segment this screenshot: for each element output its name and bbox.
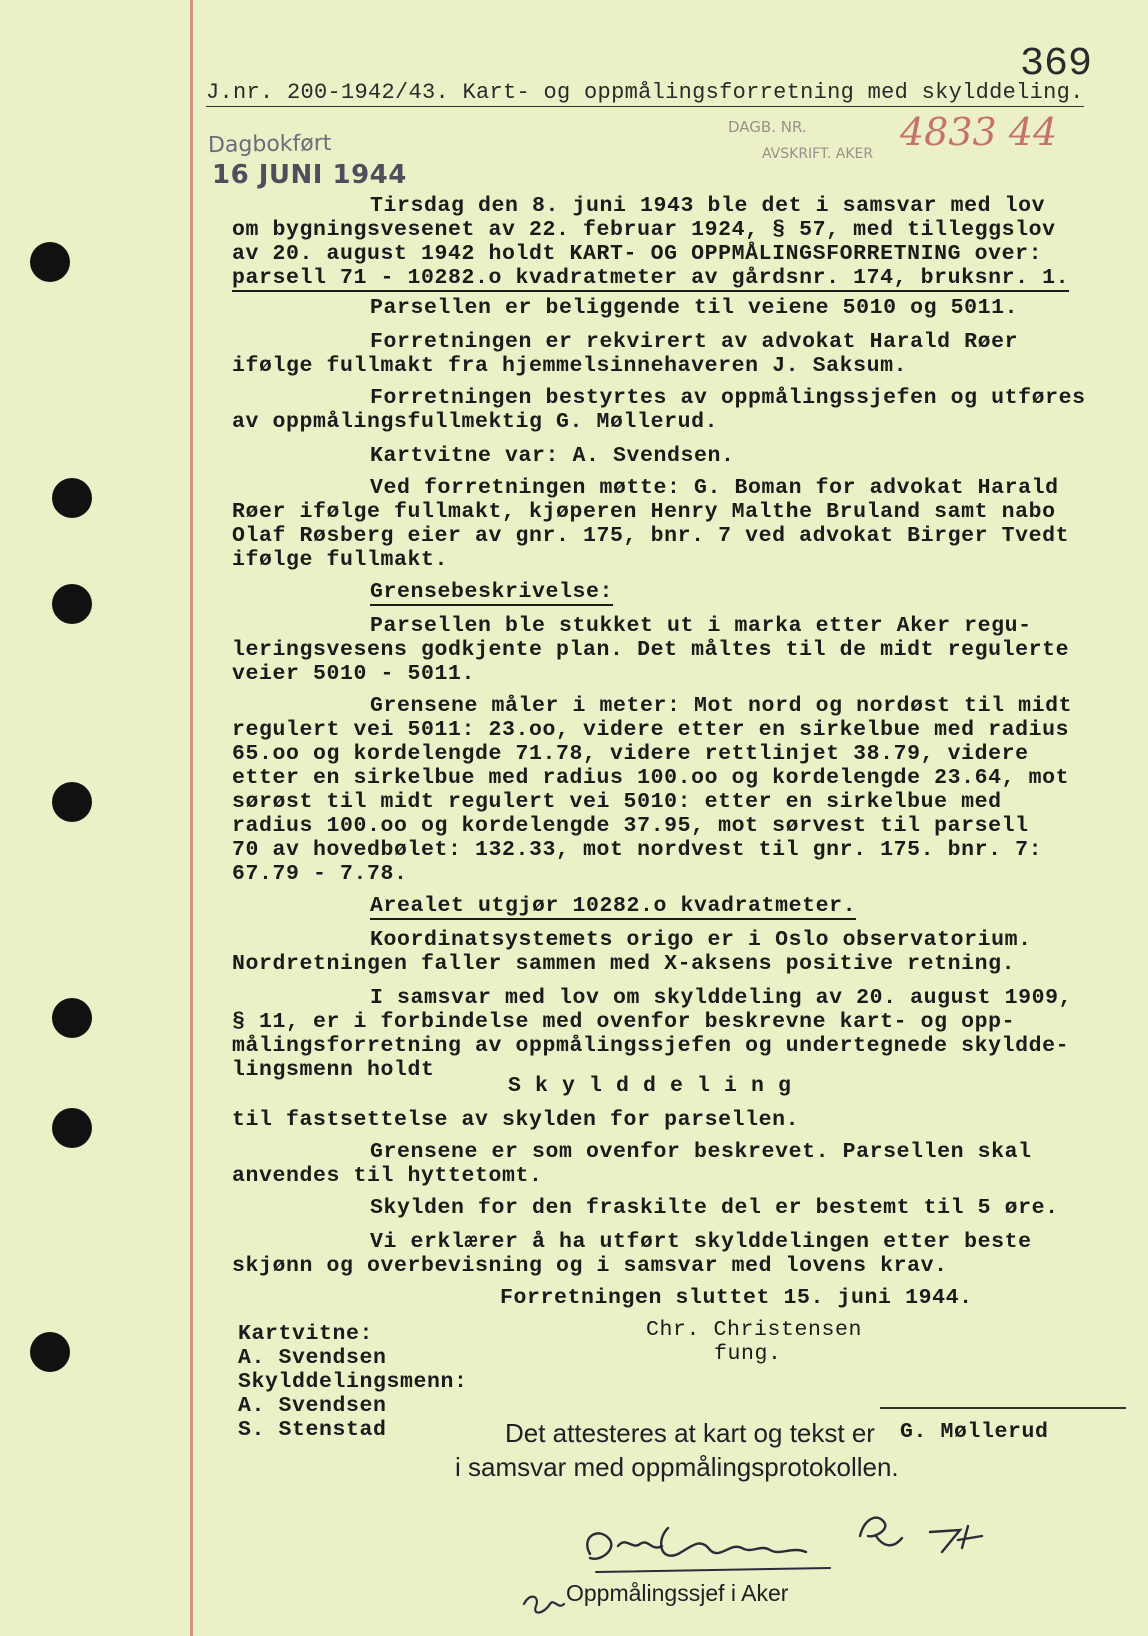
certification-stamp-line1: Det attesteres at kart og tekst er — [505, 1418, 875, 1448]
dagbokfort-date-stamp: 16 JUNI 1944 — [212, 160, 407, 190]
margin-rule — [190, 0, 193, 1636]
body-line: 65.oo og kordelengde 71.78, videre rettlinjet 38.79, videre — [232, 742, 1029, 766]
body-line: skjønn og overbevisning og i samsvar med lovens krav. — [232, 1254, 948, 1278]
body-line: ifølge fullmakt fra hjemmelsinnehaveren J. Saksum. — [232, 354, 908, 378]
dagbok-number-stamp: DAGB. NR. — [728, 118, 807, 136]
assessor-name: A. Svendsen — [238, 1394, 387, 1418]
body-line: av 20. august 1942 holdt KART- OG OPPMÅLINGSFORRETNING over: — [232, 242, 1043, 266]
certification-stamp-footer: Oppmålingssjef i Aker — [566, 1580, 789, 1606]
signature-line — [880, 1407, 1126, 1409]
body-line: Grensene måler i meter: Mot nord og nordøst til midt — [370, 694, 1073, 718]
body-line: etter en sirkelbue med radius 100.oo og kordelengde 23.64, mot — [232, 766, 1070, 790]
body-line: veier 5010 - 5011. — [232, 662, 476, 686]
body-line: Parsellen ble stukket ut i marka etter Aker regu- — [370, 614, 1032, 638]
binder-hole — [52, 782, 92, 822]
binder-hole — [52, 584, 92, 624]
surveyor-signature-name: G. Møllerud — [900, 1420, 1049, 1444]
body-line: § 11, er i forbindelse med ovenfor beskrevne kart- og opp- — [232, 1010, 1016, 1034]
initials-mark — [850, 1496, 1030, 1566]
body-line: Parsellen er beliggende til veiene 5010 og 5011. — [370, 296, 1019, 320]
body-line: Forretningen bestyrtes av oppmålingssjefen og utføres — [370, 386, 1086, 410]
binder-hole — [52, 478, 92, 518]
signatory-name: Chr. Christensen — [646, 1318, 863, 1342]
body-line: av oppmålingsfullmektig G. Møllerud. — [232, 410, 719, 434]
body-line: Ved forretningen møtte: G. Boman for advokat Harald — [370, 476, 1059, 500]
journal-header: J.nr. 200-1942/43. Kart- og oppmålingsforretning med skylddeling. — [206, 80, 1084, 105]
page-number: 369 — [1020, 42, 1093, 87]
binder-hole — [52, 998, 92, 1038]
binder-hole — [30, 242, 70, 282]
body-line: om bygningsvesenet av 22. februar 1924, § 57, med tilleggslov — [232, 218, 1056, 242]
body-line: Olaf Røsberg eier av gnr. 175, bnr. 7 ved advokat Birger Tvedt — [232, 524, 1070, 548]
body-line: 70 av hovedbølet: 132.33, mot nordvest til gnr. 175. bnr. 7: — [232, 838, 1043, 862]
body-line: ifølge fullmakt. — [232, 548, 449, 572]
body-line: sørøst til midt regulert vei 5010: etter en sirkelbue med — [232, 790, 1002, 814]
body-line: Koordinatsystemets origo er i Oslo observatorium. — [370, 928, 1032, 952]
dagbokfort-stamp: Dagbokført — [207, 130, 332, 159]
body-line: 67.79 - 7.78. — [232, 862, 408, 886]
closing-line: Forretningen sluttet 15. juni 1944. — [500, 1286, 973, 1310]
body-line: Tirsdag den 8. juni 1943 ble det i samsvar med lov — [370, 194, 1046, 218]
assessor-name: S. Stenstad — [238, 1418, 387, 1442]
area-statement: Arealet utgjør 10282.o kvadratmeter. — [370, 894, 857, 918]
body-line: regulert vei 5011: 23.oo, videre etter en sirkelbue med radius — [232, 718, 1070, 742]
body-line: til fastsettelse av skylden for parsellen. — [232, 1108, 800, 1132]
body-line: Kartvitne var: A. Svendsen. — [370, 444, 735, 468]
witness-label: Kartvitne: — [238, 1322, 374, 1346]
body-line: radius 100.oo og kordelengde 37.95, mot sørvest til parsell — [232, 814, 1029, 838]
body-line: I samsvar med lov om skylddeling av 20. august 1909, — [370, 986, 1073, 1010]
body-line: Grensene er som ovenfor beskrevet. Parsellen skal — [370, 1140, 1032, 1164]
handwritten-entry-number: 4833 44 — [900, 110, 1058, 154]
avskrift-stamp: AVSKRIFT. AKER — [762, 146, 874, 162]
body-line: parsell 71 - 10282.o kvadratmeter av gårdsnr. 174, bruksnr. 1. — [232, 266, 1070, 290]
body-line: leringsvesens godkjente plan. Det måltes til de midt regulerte — [232, 638, 1070, 662]
body-line: lingsmenn holdt — [232, 1058, 435, 1082]
body-line: Vi erklærer å ha utført skylddelingen etter beste — [370, 1230, 1032, 1254]
assessors-label: Skylddelingsmenn: — [238, 1370, 468, 1394]
signatory-title: fung. — [714, 1342, 782, 1366]
body-line: Røer ifølge fullmakt, kjøperen Henry Malthe Bruland samt nabo — [232, 500, 1056, 524]
body-line: Nordretningen faller sammen med X-aksens positive retning. — [232, 952, 1016, 976]
witness-name: A. Svendsen — [238, 1346, 387, 1370]
body-line: Skylden for den fraskilte del er bestemt til 5 øre. — [370, 1196, 1059, 1220]
skylddeling-heading: S k y l d d e l i n g — [508, 1074, 792, 1098]
body-line: anvendes til hyttetomt. — [232, 1164, 543, 1188]
handwritten-signature — [560, 1506, 860, 1586]
section-heading: Grensebeskrivelse: — [370, 580, 614, 604]
body-line: Forretningen er rekvirert av advokat Harald Røer — [370, 330, 1019, 354]
binder-hole — [52, 1108, 92, 1148]
certification-stamp-line2: i samsvar med oppmålingsprotokollen. — [455, 1452, 899, 1482]
body-line: målingsforretning av oppmålingssjefen og undertegnede skyldde- — [232, 1034, 1070, 1058]
binder-hole — [30, 1332, 70, 1372]
